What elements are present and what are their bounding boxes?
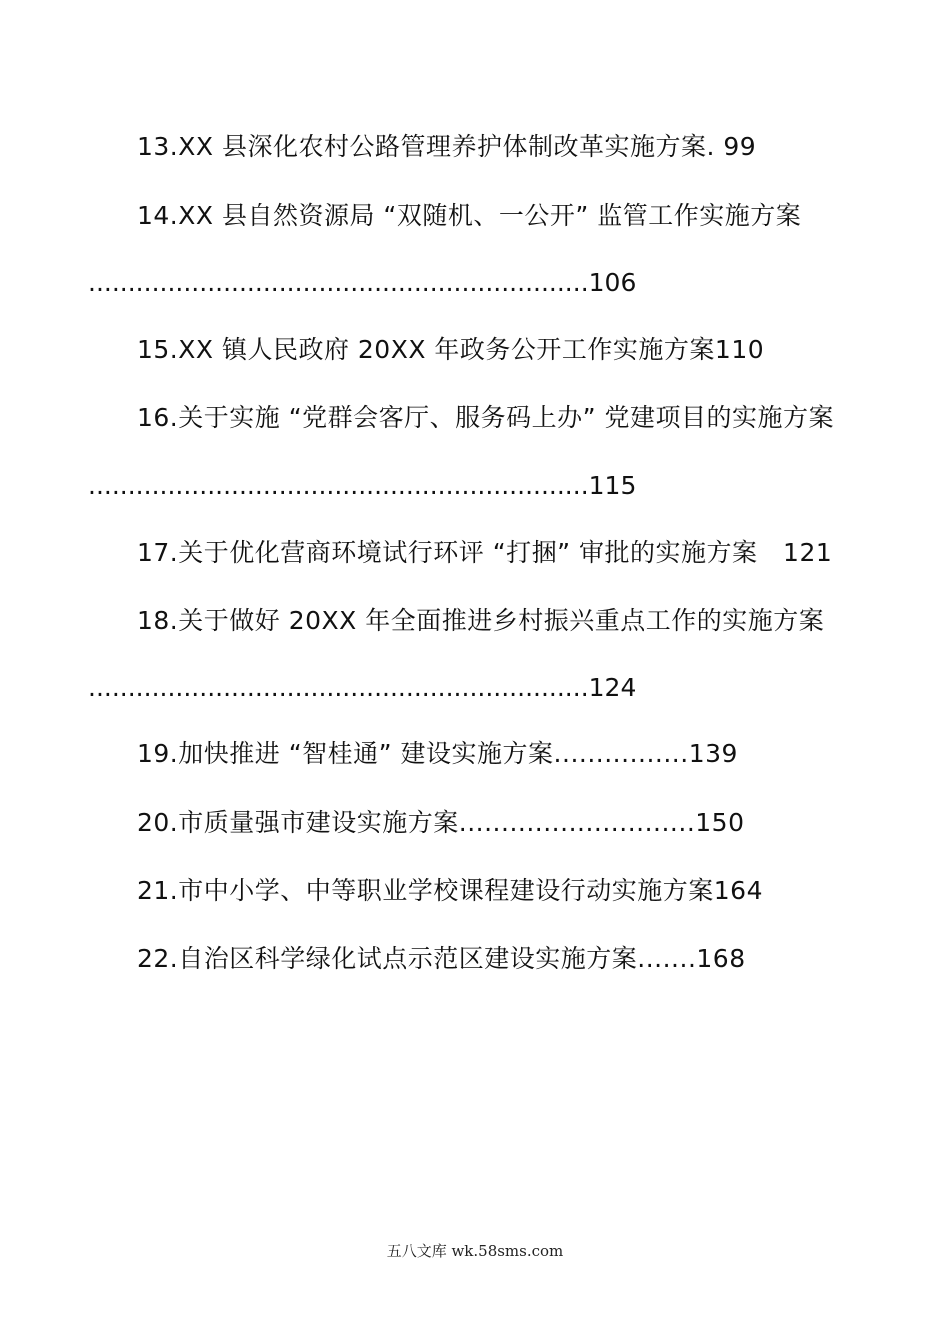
toc-entry-22: 22.自治区科学绿化试点示范区建设实施方案.......168 [137,944,746,973]
toc-entry-19: 19.加快推进 “智桂通” 建设实施方案................139 [137,739,738,768]
toc-entry-16-page: ...............................................................115 [88,471,637,500]
toc-entry-18: 18.关于做好 20XX 年全面推进乡村振兴重点工作的实施方案 [137,606,825,635]
toc-entry-17: 17.关于优化营商环境试行环评 “打捆” 审批的实施方案 121 [137,538,833,567]
toc-entry-20: 20.市质量强市建设实施方案............................150 [137,808,745,837]
toc-entry-14: 14.XX 县自然资源局 “双随机、一公开” 监管工作实施方案 [137,201,802,230]
toc-entry-14-page: ...............................................................106 [88,268,637,297]
footer-watermark: 五八文库 wk.58sms.com [386,1242,564,1260]
toc-entry-16: 16.关于实施 “党群会客厅、服务码上办” 党建项目的实施方案 [137,403,835,432]
toc-entry-21: 21.市中小学、中等职业学校课程建设行动实施方案164 [137,876,763,905]
toc-entry-13: 13.XX 县深化农村公路管理养护体制改革实施方案. 99 [137,132,757,161]
toc-entry-18-page: ...............................................................124 [88,673,637,702]
toc-entry-15: 15.XX 镇人民政府 20XX 年政务公开工作实施方案110 [137,335,765,364]
